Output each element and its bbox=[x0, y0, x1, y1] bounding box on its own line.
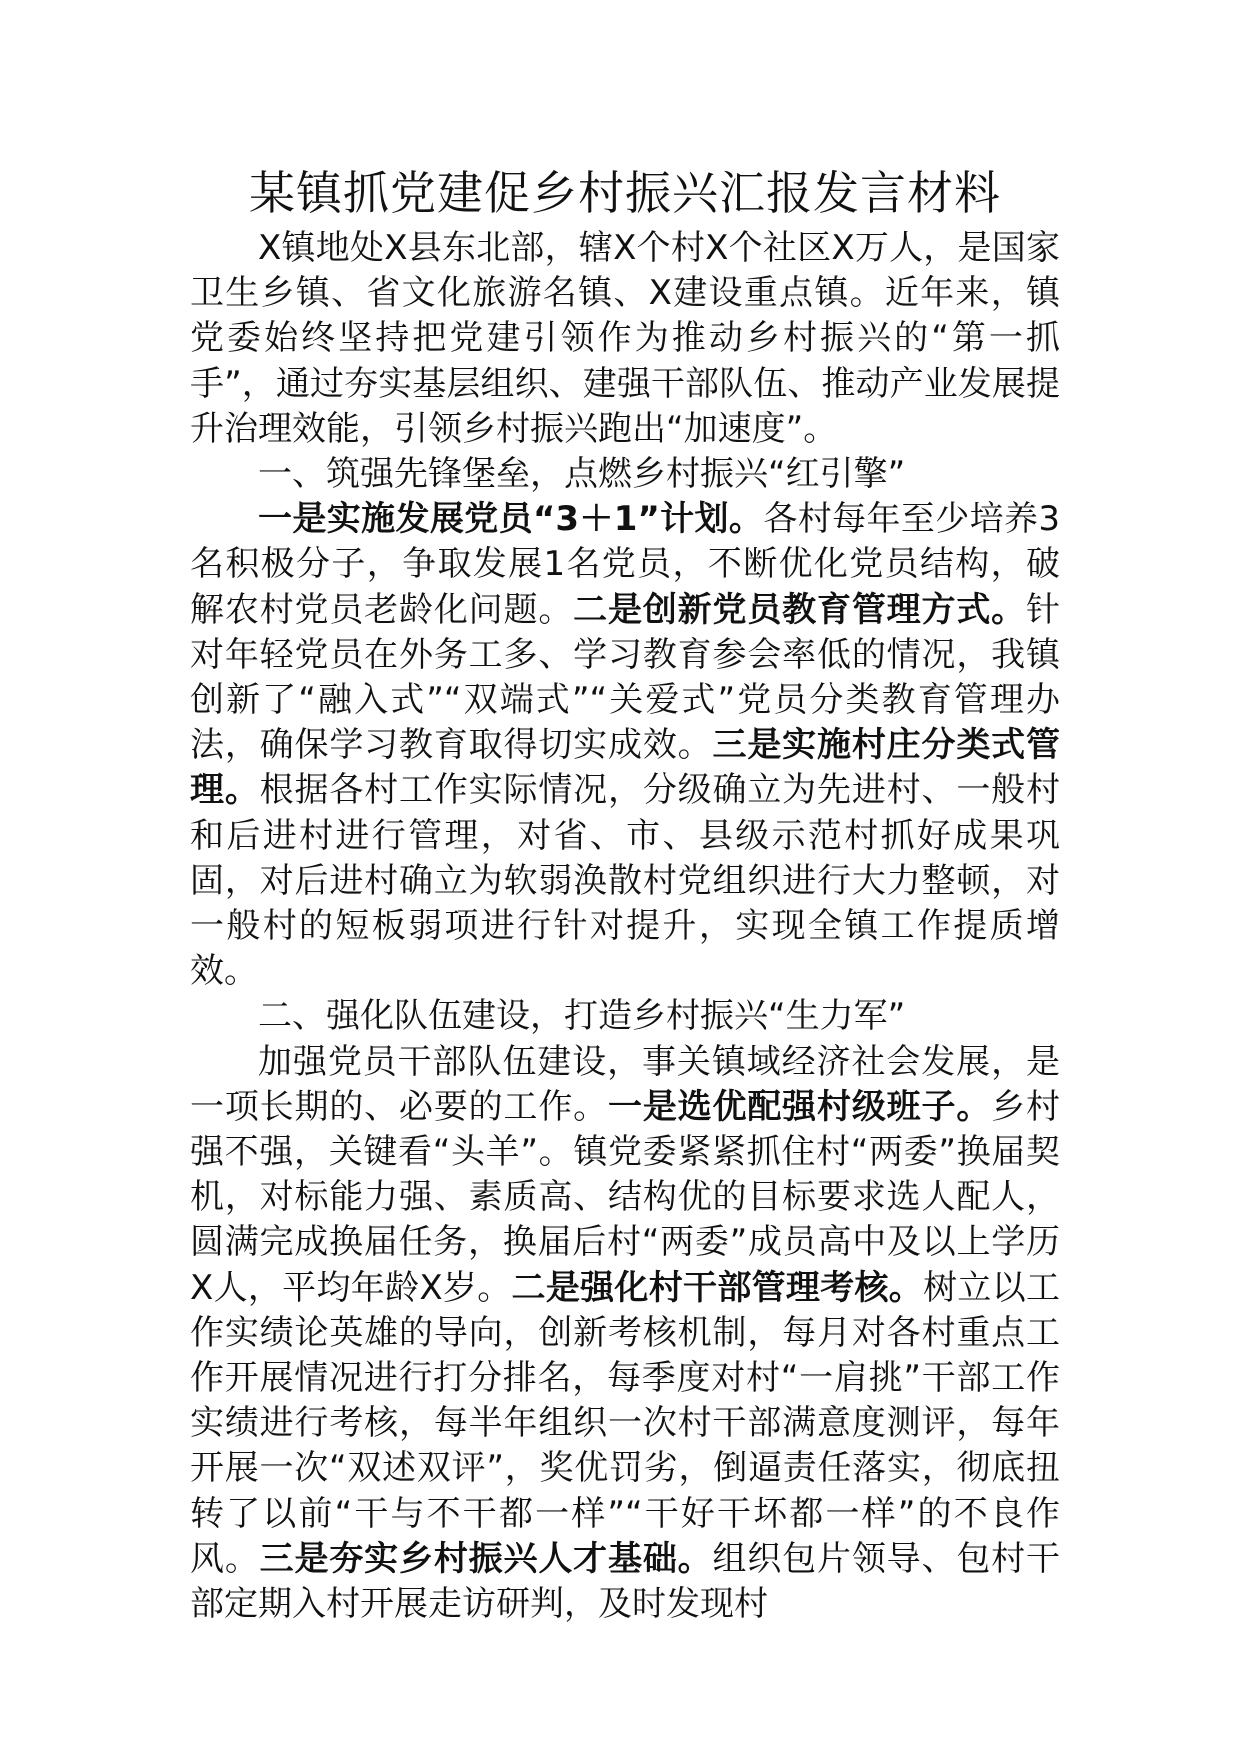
section2-point1-title: 一是选优配强村级班子。 bbox=[608, 1086, 992, 1127]
section1-point3-text: 根据各村工作实际情况，分级确立为先进村、一般村和后进村进行管理，对省、市、县级示范村抓好成果巩固，对后进村确立为软弱涣散村党组织进行大力整顿，对一般村的短板弱项进行针对提升，实现全镇工作提质增效。 bbox=[190, 770, 1061, 992]
section1-point2-title: 二是创新党员教育管理方式。 bbox=[573, 589, 1027, 630]
section1-point1-title: 一是实施发展党员“3＋1”计划。 bbox=[258, 499, 764, 540]
section2-heading: 二、强化队伍建设，打造乡村振兴“生力军” bbox=[258, 996, 906, 1037]
section2-point2-text: 树立以工作实绩论英雄的导向，创新考核机制，每月对各村重点工作开展情况进行打分排名，每季度对村“一肩挑”干部工作实绩进行考核，每半年组织一次村干部满意度测评，每年开展一次“双述双评”，奖优罚劣，倒逼责任落实，彻底扭转了以前“干与不干都一样”“干好干坏都一样”的不良作风。 bbox=[190, 1267, 1060, 1579]
section2-lead: 加强党员干部队伍建设，事关镇域经济社会发展，是一项长期的、必要的工作。 bbox=[190, 1041, 1060, 1127]
section2-point2-title: 二是强化村干部管理考核。 bbox=[511, 1267, 924, 1308]
section1-point1-text: 各村每年至少培养3名积极分子，争取发展1名党员，不断优化党员结构，破解农村党员老龄化问题。 bbox=[190, 499, 1060, 630]
section2-body bbox=[190, 1040, 1060, 1628]
section1-point2-text: 针对年轻党员在外务工多、学习教育参会率低的情况，我镇创新了“融入式”“双端式”“关爱式”党员分类教育管理办法，确保学习教育取得切实成效。 bbox=[190, 589, 1061, 766]
section2-point3-title: 三是夯实乡村振兴人才基础。 bbox=[259, 1538, 713, 1579]
intro-paragraph: X镇地处X县东北部，辖X个村X个社区X万人，是国家卫生乡镇、省文化旅游名镇、X建设重点镇。近年来，镇党委始终坚持把党建引领作为推动乡村振兴的“第一抓手”，通过夯实基层组织、建强干部队伍、推动产业发展提升治理效能，引领乡村振兴跑出“加速度”。 bbox=[190, 228, 1060, 449]
document-title: 某镇抓党建促乡村振兴汇报发言材料 bbox=[249, 166, 1001, 220]
section1-body bbox=[190, 497, 1060, 994]
section2-point3-text: 组织包片领导、包村干部定期入村开展走访研判，及时发现村 bbox=[190, 1538, 1061, 1625]
section1-point3-title: 三是实施村庄分类式管理。 bbox=[190, 725, 1060, 811]
section2-point1-text: 乡村强不强，关键看“头羊”。镇党委紧紧抓住村“两委”换届契机，对标能力强、素质高、结构优的目标要求选人配人，圆满完成换届任务，换届后村“两委”成员高中及以上学历X人，平均年龄X岁。 bbox=[190, 1086, 1061, 1308]
document-page bbox=[190, 162, 1060, 1627]
section1-heading: 一、筑强先锋堡垒，点燃乡村振兴“红引擎” bbox=[258, 454, 906, 495]
